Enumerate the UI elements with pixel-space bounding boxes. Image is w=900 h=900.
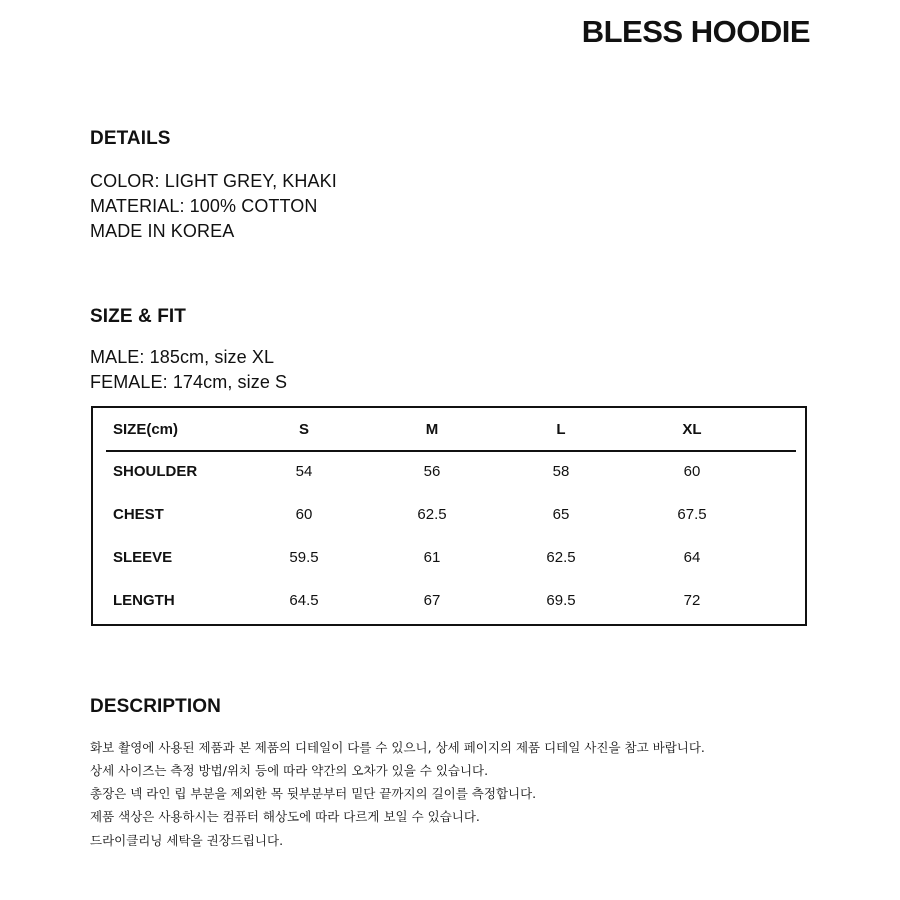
size-table bbox=[91, 406, 807, 626]
row-value-l: 69.5 bbox=[546, 592, 576, 609]
male-model-info: MALE: 185cm, size XL bbox=[90, 347, 275, 367]
row-label: CHEST bbox=[113, 506, 164, 523]
row-label: LENGTH bbox=[113, 592, 175, 609]
details-origin: MADE IN KOREA bbox=[90, 221, 235, 241]
description-line: 총장은 넥 라인 립 부분을 제외한 목 뒷부분부터 밑단 끝까지의 길이를 측정합니다. bbox=[90, 786, 537, 801]
row-value-xl: 72 bbox=[683, 592, 701, 609]
header-divider bbox=[106, 450, 796, 452]
details-material: MATERIAL: 100% COTTON bbox=[90, 196, 318, 216]
description-line: 드라이클리닝 세탁을 권장드립니다. bbox=[90, 833, 284, 848]
row-value-l: 65 bbox=[552, 506, 570, 523]
row-value-xl: 67.5 bbox=[677, 506, 707, 523]
size-table-header-row bbox=[93, 418, 805, 442]
row-value-xl: 60 bbox=[683, 463, 701, 480]
product-title: BLESS HOODIE bbox=[581, 14, 810, 49]
row-value-s: 60 bbox=[295, 506, 313, 523]
size-fit-heading: SIZE & FIT bbox=[90, 306, 186, 327]
row-value-s: 54 bbox=[295, 463, 313, 480]
row-value-m: 67 bbox=[423, 592, 441, 609]
size-table-row-length bbox=[93, 589, 805, 613]
row-value-l: 58 bbox=[552, 463, 570, 480]
size-table-row-chest bbox=[93, 503, 805, 527]
row-value-m: 61 bbox=[423, 549, 441, 566]
details-heading: DETAILS bbox=[90, 128, 171, 149]
size-header-s: S bbox=[298, 421, 310, 438]
description-line: 제품 색상은 사용하시는 컴퓨터 해상도에 따라 다르게 보일 수 있습니다. bbox=[90, 809, 480, 824]
row-value-m: 56 bbox=[423, 463, 441, 480]
size-header-label: SIZE(cm) bbox=[113, 421, 179, 438]
size-header-m: M bbox=[425, 421, 439, 438]
row-value-m: 62.5 bbox=[417, 506, 447, 523]
row-value-l: 62.5 bbox=[546, 549, 576, 566]
size-header-l: L bbox=[556, 421, 566, 438]
size-table-row-sleeve bbox=[93, 546, 805, 570]
row-value-s: 64.5 bbox=[289, 592, 319, 609]
row-label: SHOULDER bbox=[113, 463, 198, 480]
female-model-info: FEMALE: 174cm, size S bbox=[90, 372, 288, 392]
description-heading: DESCRIPTION bbox=[90, 696, 221, 717]
row-value-s: 59.5 bbox=[289, 549, 319, 566]
size-header-xl: XL bbox=[682, 421, 702, 438]
description-line: 화보 촬영에 사용된 제품과 본 제품의 디테일이 다를 수 있으니, 상세 페이지의 제품 디테일 사진을 참고 바랍니다. bbox=[90, 740, 705, 755]
description-line: 상세 사이즈는 측정 방법/위치 등에 따라 약간의 오차가 있을 수 있습니다. bbox=[90, 763, 489, 778]
size-table-row-shoulder bbox=[93, 460, 805, 484]
row-label: SLEEVE bbox=[113, 549, 173, 566]
row-value-xl: 64 bbox=[683, 549, 701, 566]
details-color: COLOR: LIGHT GREY, KHAKI bbox=[90, 171, 337, 191]
